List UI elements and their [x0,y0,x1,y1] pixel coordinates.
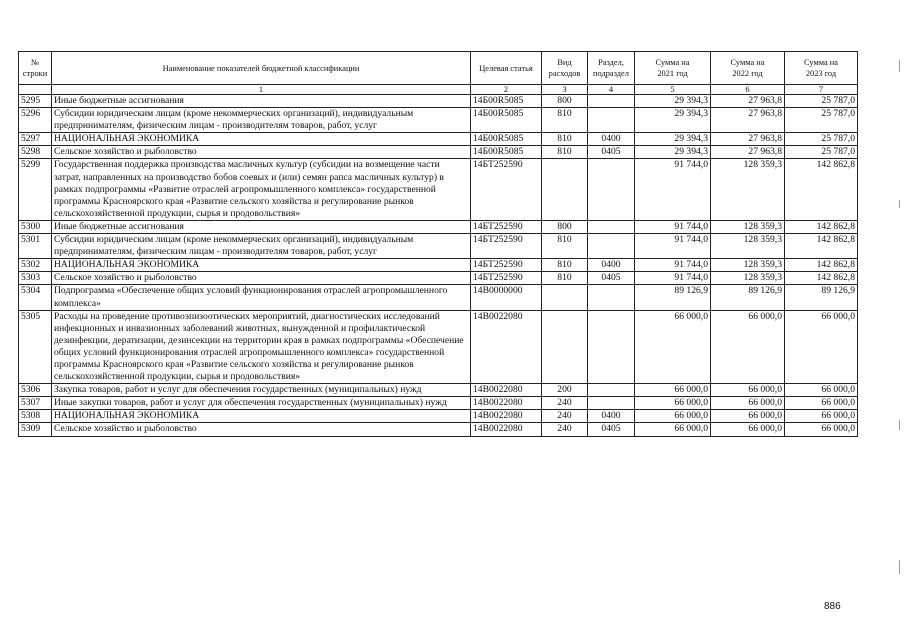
expense-type-cell: 240 [542,410,588,423]
section-cell: 0405 [588,146,635,159]
section-cell: 0400 [588,259,635,272]
indicator-name-cell: НАЦИОНАЛЬНАЯ ЭКОНОМИКА [52,259,471,272]
row-number-cell: 5300 [19,220,52,233]
sum-2022-cell: 27 963,8 [711,108,785,133]
column-number: 5 [635,85,711,95]
target-article-cell: 14В0022080 [471,410,542,423]
column-number: 3 [542,85,588,95]
header-expense-type: Вид расходов [542,52,588,85]
column-number: 6 [711,85,785,95]
sum-2021-cell: 91 744,0 [635,234,711,259]
table-row [19,108,858,133]
sum-2023-cell: 66 000,0 [785,423,858,436]
scan-edge-mark [899,200,900,208]
sum-2021-cell: 66 000,0 [635,384,711,397]
sum-2022-cell: 66 000,0 [711,310,785,384]
section-cell [588,159,635,220]
row-number-cell: 5298 [19,146,52,159]
expense-type-cell: 240 [542,397,588,410]
section-cell: 0405 [588,423,635,436]
sum-2022-cell: 27 963,8 [711,133,785,146]
header-row [19,52,858,85]
target-article-cell: 14БТ252590 [471,220,542,233]
section-cell: 0400 [588,410,635,423]
row-number-cell: 5302 [19,259,52,272]
column-number: 4 [588,85,635,95]
target-article-cell: 14В0022080 [471,384,542,397]
indicator-name-cell: Субсидии юридическим лицам (кроме некоммерческих организаций), индивидуальным предпринимателям, физическим лицам - производителям товаров, работ, услуг [52,108,471,133]
target-article-cell: 14БТ252590 [471,234,542,259]
sum-2023-cell: 142 862,8 [785,259,858,272]
sum-2021-cell: 66 000,0 [635,310,711,384]
section-cell [588,108,635,133]
column-number: 2 [471,85,542,95]
target-article-cell: 14В0022080 [471,423,542,436]
sum-2023-cell: 25 787,0 [785,95,858,108]
section-cell [588,220,635,233]
target-article-cell: 14Б00R5085 [471,133,542,146]
table-row [19,410,858,423]
target-article-cell: 14В0022080 [471,397,542,410]
table-row [19,95,858,108]
row-number-cell: 5304 [19,285,52,310]
scan-edge-mark [899,60,900,72]
target-article-cell: 14В0022080 [471,310,542,384]
section-cell [588,384,635,397]
sum-2022-cell: 27 963,8 [711,95,785,108]
expense-type-cell: 810 [542,259,588,272]
section-cell [588,95,635,108]
target-article-cell: 14БТ252590 [471,159,542,220]
table-row [19,310,858,384]
sum-2021-cell: 29 394,3 [635,95,711,108]
sum-2022-cell: 66 000,0 [711,397,785,410]
sum-2023-cell: 89 126,9 [785,285,858,310]
indicator-name-cell: Закупка товаров, работ и услуг для обеспечения государственных (муниципальных) нужд [52,384,471,397]
target-article-cell: 14Б00R5085 [471,95,542,108]
target-article-cell: 14БТ252590 [471,272,542,285]
table-row [19,159,858,220]
header-sum-2022: Сумма на 2022 год [711,52,785,85]
column-number: 1 [52,85,471,95]
indicator-name-cell: Иные бюджетные ассигнования [52,95,471,108]
table-row [19,220,858,233]
sum-2022-cell: 128 359,3 [711,234,785,259]
sum-2022-cell: 27 963,8 [711,146,785,159]
table-row [19,272,858,285]
row-number-cell: 5303 [19,272,52,285]
row-number-cell: 5301 [19,234,52,259]
indicator-name-cell: НАЦИОНАЛЬНАЯ ЭКОНОМИКА [52,410,471,423]
sum-2023-cell: 25 787,0 [785,108,858,133]
section-cell: 0405 [588,272,635,285]
expense-type-cell: 810 [542,133,588,146]
table-row [19,133,858,146]
row-number-cell: 5305 [19,310,52,384]
sum-2022-cell: 89 126,9 [711,285,785,310]
sum-2022-cell: 66 000,0 [711,384,785,397]
header-sum-2023: Сумма на 2023 год [785,52,858,85]
indicator-name-cell: Государственная поддержка производства масличных культур (субсидии на возмещение части затрат, направленных на производство бобов соевых и (или) семян рапса масличных культур) в рамках подпрограммы «Развитие отраслей агропромышленного комплекса» государственной программы Красноярского края «Развитие сельского хозяйства и регулирование рынков сельскохозяйственной продукции, сырья и продовольствия» [52,159,471,220]
sum-2023-cell: 25 787,0 [785,146,858,159]
sum-2022-cell: 128 359,3 [711,220,785,233]
expense-type-cell [542,285,588,310]
sum-2022-cell: 128 359,3 [711,272,785,285]
sum-2021-cell: 66 000,0 [635,423,711,436]
indicator-name-cell: Подпрограмма «Обеспечение общих условий функционирования отраслей агропромышленного комплекса» [52,285,471,310]
table-row [19,397,858,410]
table-row [19,234,858,259]
target-article-cell: 14Б00R5085 [471,108,542,133]
sum-2023-cell: 142 862,8 [785,234,858,259]
header-section: Раздел, подраздел [588,52,635,85]
header-indicator-name: Наименование показателей бюджетной классификации [52,52,471,85]
header-row-number: № строки [19,52,52,85]
table-row [19,285,858,310]
indicator-name-cell: Сельское хозяйство и рыболовство [52,423,471,436]
sum-2023-cell: 66 000,0 [785,397,858,410]
table-row [19,146,858,159]
table-row [19,259,858,272]
indicator-name-cell: НАЦИОНАЛЬНАЯ ЭКОНОМИКА [52,133,471,146]
row-number-cell: 5307 [19,397,52,410]
target-article-cell: 14Б00R5085 [471,146,542,159]
row-number-cell: 5308 [19,410,52,423]
row-number-cell: 5296 [19,108,52,133]
target-article-cell: 14В0000000 [471,285,542,310]
sum-2021-cell: 66 000,0 [635,397,711,410]
sum-2023-cell: 142 862,8 [785,272,858,285]
sum-2023-cell: 66 000,0 [785,410,858,423]
row-number-cell: 5297 [19,133,52,146]
section-cell [588,310,635,384]
indicator-name-cell: Иные закупки товаров, работ и услуг для обеспечения государственных (муниципальных) нужд [52,397,471,410]
sum-2023-cell: 25 787,0 [785,133,858,146]
sum-2023-cell: 66 000,0 [785,384,858,397]
row-number-cell: 5309 [19,423,52,436]
sum-2022-cell: 128 359,3 [711,159,785,220]
sum-2021-cell: 66 000,0 [635,410,711,423]
budget-table-body [19,95,858,437]
header-sum-2021: Сумма на 2021 год [635,52,711,85]
expense-type-cell: 200 [542,384,588,397]
expense-type-cell [542,310,588,384]
sum-2022-cell: 66 000,0 [711,423,785,436]
sum-2021-cell: 91 744,0 [635,259,711,272]
row-number-cell: 5306 [19,384,52,397]
sum-2022-cell: 128 359,3 [711,259,785,272]
column-number: 7 [785,85,858,95]
indicator-name-cell: Сельское хозяйство и рыболовство [52,272,471,285]
sum-2021-cell: 29 394,3 [635,133,711,146]
sum-2023-cell: 142 862,8 [785,159,858,220]
indicator-name-cell: Сельское хозяйство и рыболовство [52,146,471,159]
sum-2021-cell: 91 744,0 [635,272,711,285]
section-cell: 0400 [588,133,635,146]
sum-2023-cell: 66 000,0 [785,310,858,384]
sum-2023-cell: 142 862,8 [785,220,858,233]
indicator-name-cell: Расходы на проведение противоэпизоотических мероприятий, диагностических исследований инфекционных и инвазионных заболеваний животных, вынужденной и профилактической дезинфекции, дератизации, дезинсекции на территории края в рамках подпрограммы «Обеспечение общих условий функционирования отраслей агропромышленного комплекса» государственной программы Красноярского края «Развитие сельского хозяйства и регулирование рынков сельскохозяйственной продукции, сырья и продовольствия» [52,310,471,384]
expense-type-cell: 810 [542,272,588,285]
scan-edge-mark [899,560,900,574]
table-row [19,384,858,397]
section-cell [588,285,635,310]
header-target-article: Целевая статья [471,52,542,85]
expense-type-cell: 800 [542,95,588,108]
sum-2021-cell: 29 394,3 [635,146,711,159]
expense-type-cell [542,159,588,220]
column-number-empty [19,85,52,95]
section-cell [588,397,635,410]
sum-2021-cell: 91 744,0 [635,159,711,220]
sum-2022-cell: 66 000,0 [711,410,785,423]
budget-table [18,51,858,437]
indicator-name-cell: Иные бюджетные ассигнования [52,220,471,233]
sum-2021-cell: 29 394,3 [635,108,711,133]
row-number-cell: 5295 [19,95,52,108]
row-number-cell: 5299 [19,159,52,220]
sum-2021-cell: 89 126,9 [635,285,711,310]
expense-type-cell: 240 [542,423,588,436]
expense-type-cell: 800 [542,220,588,233]
sum-2021-cell: 91 744,0 [635,220,711,233]
scan-edge-mark [899,420,900,430]
column-number-row [19,85,858,95]
expense-type-cell: 810 [542,234,588,259]
expense-type-cell: 810 [542,146,588,159]
section-cell [588,234,635,259]
page-number: 886 [824,601,841,612]
indicator-name-cell: Субсидии юридическим лицам (кроме некоммерческих организаций), индивидуальным предпринимателям, физическим лицам - производителям товаров, работ, услуг [52,234,471,259]
table-row [19,423,858,436]
budget-sheet [18,51,858,437]
target-article-cell: 14БТ252590 [471,259,542,272]
expense-type-cell: 810 [542,108,588,133]
